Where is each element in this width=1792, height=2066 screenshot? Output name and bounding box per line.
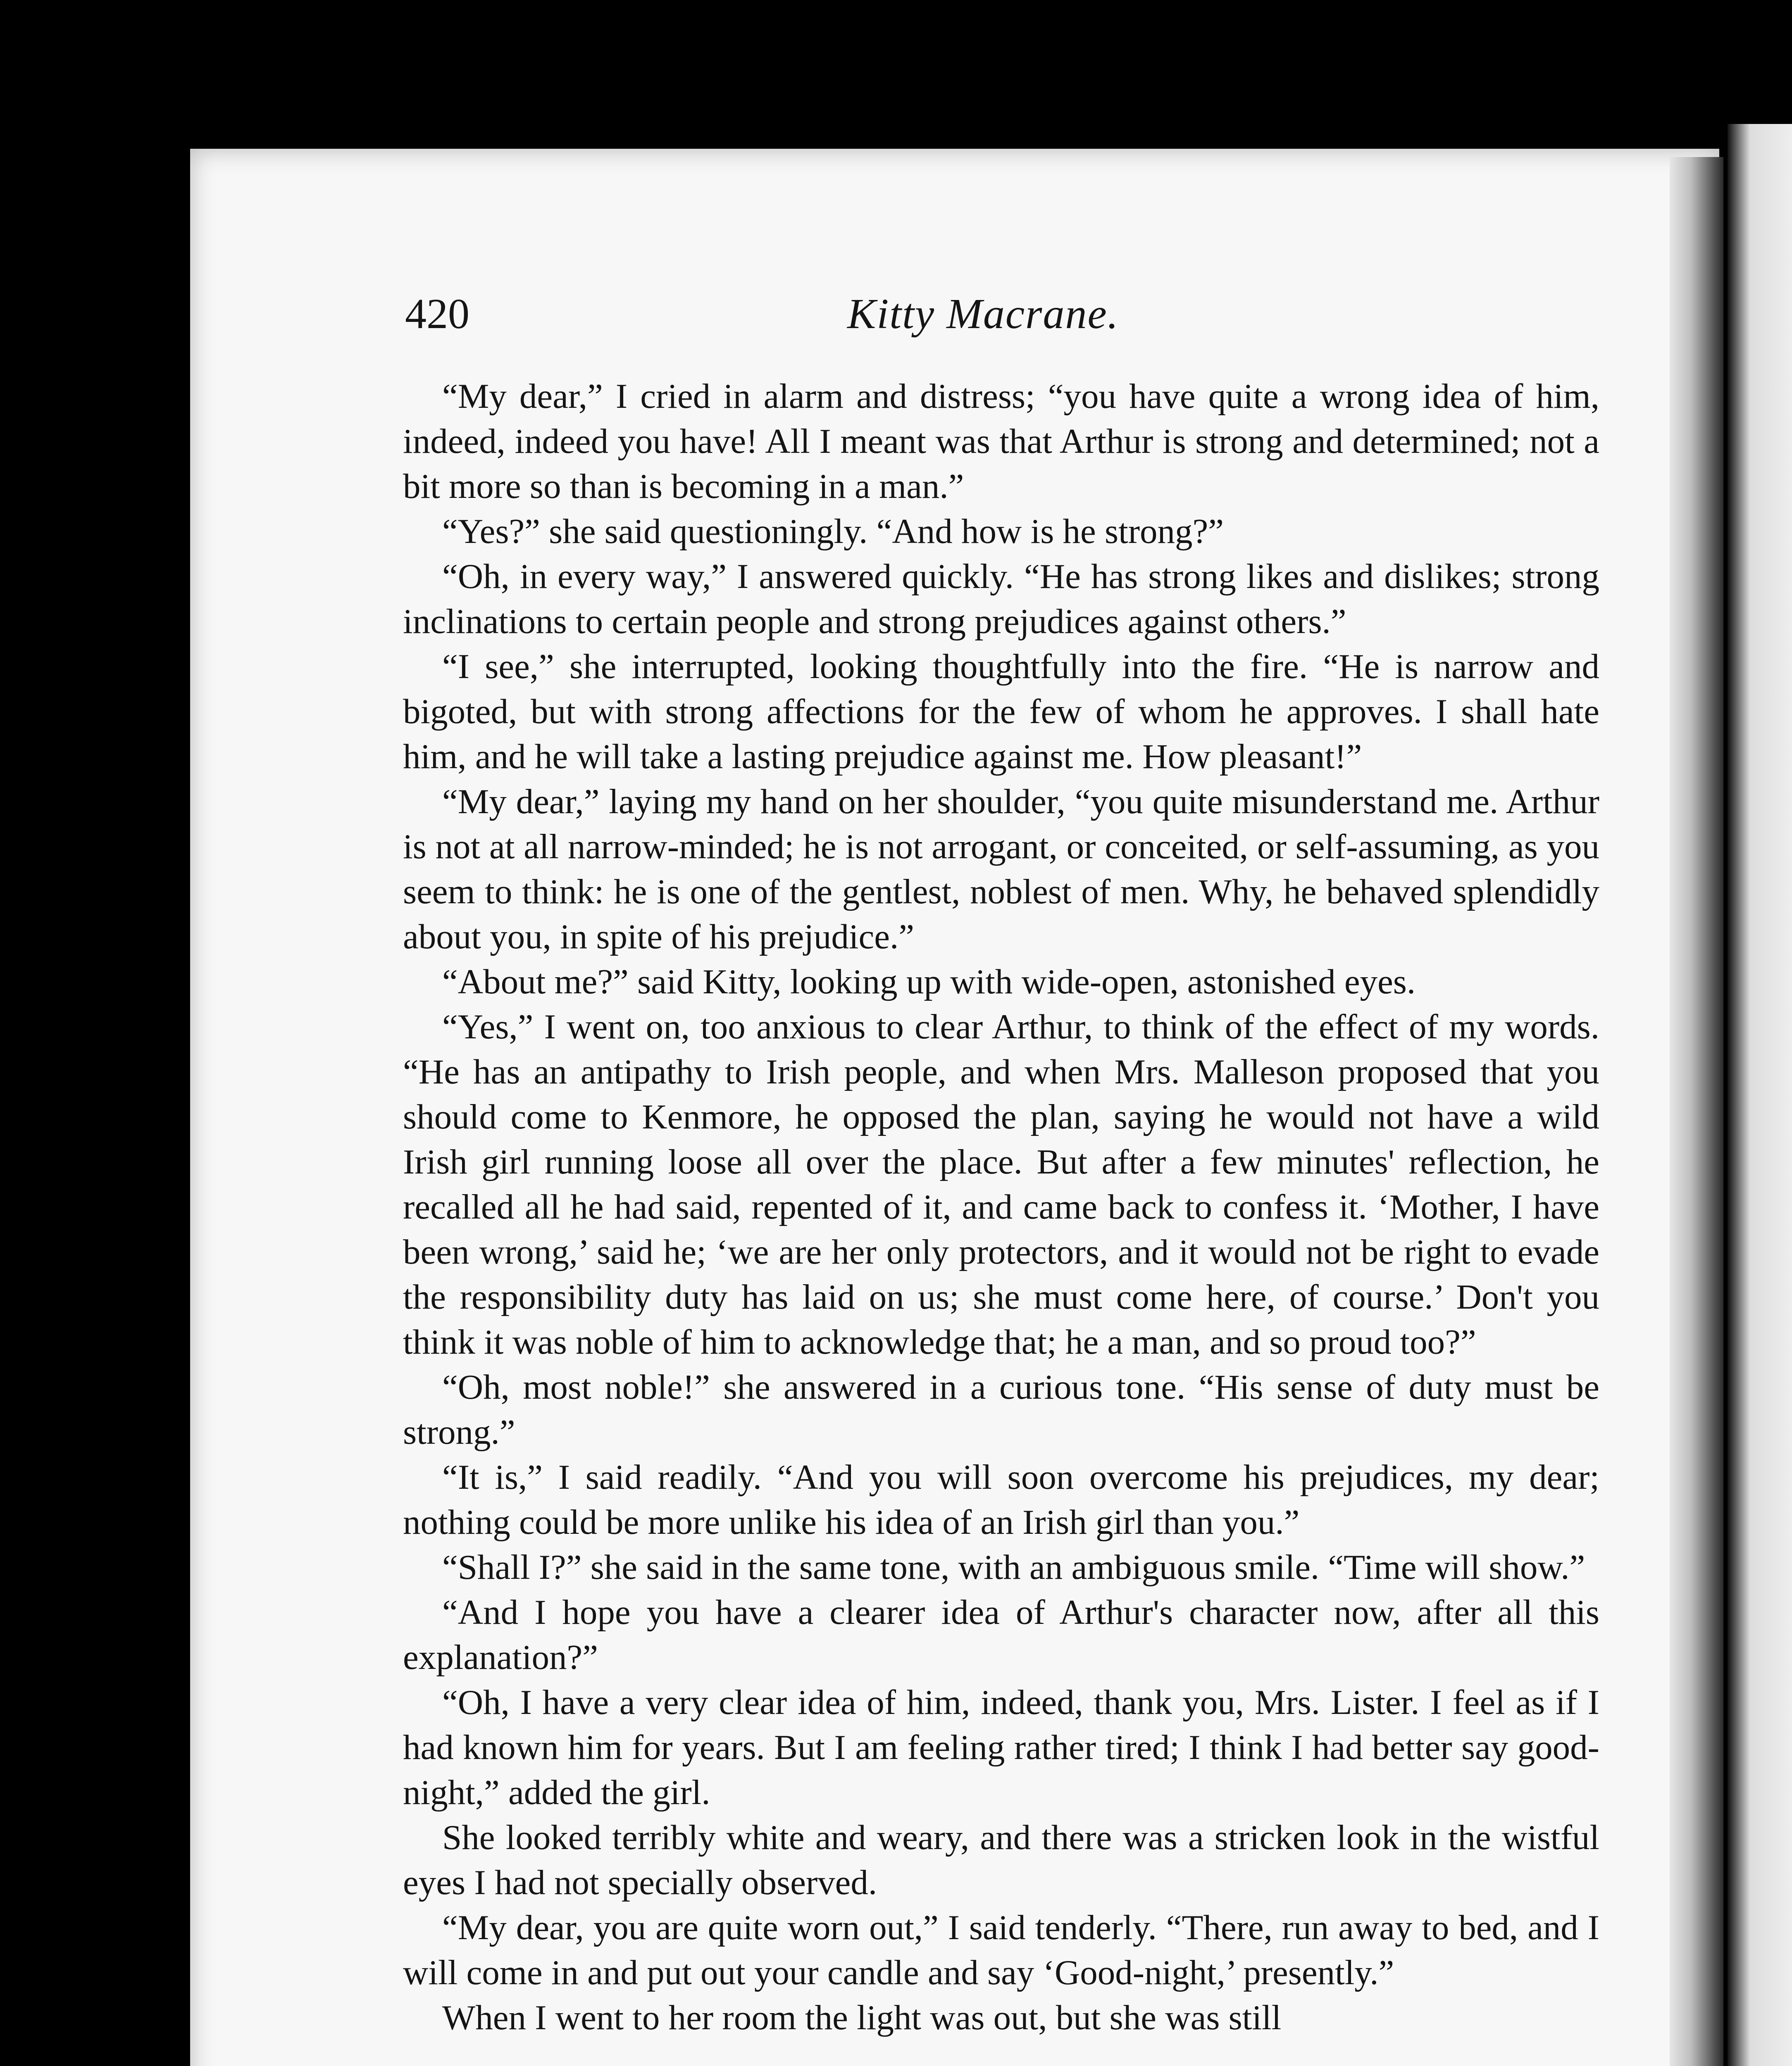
paragraph: “About me?” said Kitty, looking up with wide-open, astonished eyes. xyxy=(442,962,1416,1001)
page-number: 420 xyxy=(405,290,469,338)
paragraph: “Yes?” she said questioningly. “And how is he strong?” xyxy=(442,512,1224,551)
page-gutter xyxy=(1670,157,1723,2066)
paragraph: “My dear,” laying my hand on her shoulder, “you quite misunderstand me. Arthur is not at all narrow-minded; he is not arrogant, or conceited, or self-assuming, as you seem to think: he is one of the gentlest, noblest of men. Why, he behaved splendidly about you, in spite of his prejudice.” xyxy=(403,782,1599,956)
paragraph: “Oh, in every way,” I answered quickly. “He has strong likes and dislikes; strong inclinations to certain people and strong prejudices against others.” xyxy=(403,557,1599,641)
paragraph: “Yes,” I went on, too anxious to clear Arthur, to think of the effect of my words. “He has an antipathy to Irish people, and when Mrs. Malleson proposed that you should come to Kenmore, he opposed the plan, saying he would not have a wild Irish girl running loose all over the place. But after a few minutes' reflection, he recalled all he had said, repented of it, and came back to confess it. ‘Mother, I have been wrong,’ said he; ‘we are her only protectors, and it would not be right to evade the responsibility duty has laid on us; she must come here, of course.’ Don't you think it was noble of him to acknowledge that; he a man, and so proud too?” xyxy=(403,1007,1599,1361)
paragraph: “It is,” I said readily. “And you will soon overcome his prejudices, my dear; nothing could be more unlike his idea of an Irish girl than you.” xyxy=(403,1458,1599,1542)
paragraph: When I went to her room the light was out, but she was still xyxy=(442,1998,1282,2037)
paragraph: “And I hope you have a clearer idea of Arthur's character now, after all this explanation?” xyxy=(403,1593,1599,1677)
paragraph: “Oh, I have a very clear idea of him, indeed, thank you, Mrs. Lister. I feel as if I had known him for years. But I am feeling rather tired; I think I had better say good-night,” added the girl. xyxy=(403,1683,1599,1812)
paragraph: “Oh, most noble!” she answered in a curious tone. “His sense of duty must be strong.” xyxy=(403,1368,1599,1452)
paragraph: She looked terribly white and weary, and there was a stricken look in the wistful eyes I had not specially observed. xyxy=(403,1818,1599,1902)
paragraph: “I see,” she interrupted, looking thoughtfully into the fire. “He is narrow and bigoted, but with strong affections for the few of whom he approves. I shall hate him, and he will take a lasting prejudice against me. How pleasant!” xyxy=(403,647,1599,776)
facing-page-edge xyxy=(1728,124,1792,2066)
body-text xyxy=(403,374,1599,2040)
paragraph: “My dear, you are quite worn out,” I said tenderly. “There, run away to bed, and I will come in and put out your candle and say ‘Good-night,’ presently.” xyxy=(403,1908,1599,1992)
running-title: Kitty Macrane. xyxy=(847,290,1119,338)
paragraph: “My dear,” I cried in alarm and distress; “you have quite a wrong idea of him, indeed, indeed you have! All I meant was that Arthur is strong and determined; not a bit more so than is becoming in a man.” xyxy=(403,377,1599,506)
page-header xyxy=(405,289,1612,343)
paragraph: “Shall I?” she said in the same tone, with an ambiguous smile. “Time will show.” xyxy=(442,1548,1585,1587)
